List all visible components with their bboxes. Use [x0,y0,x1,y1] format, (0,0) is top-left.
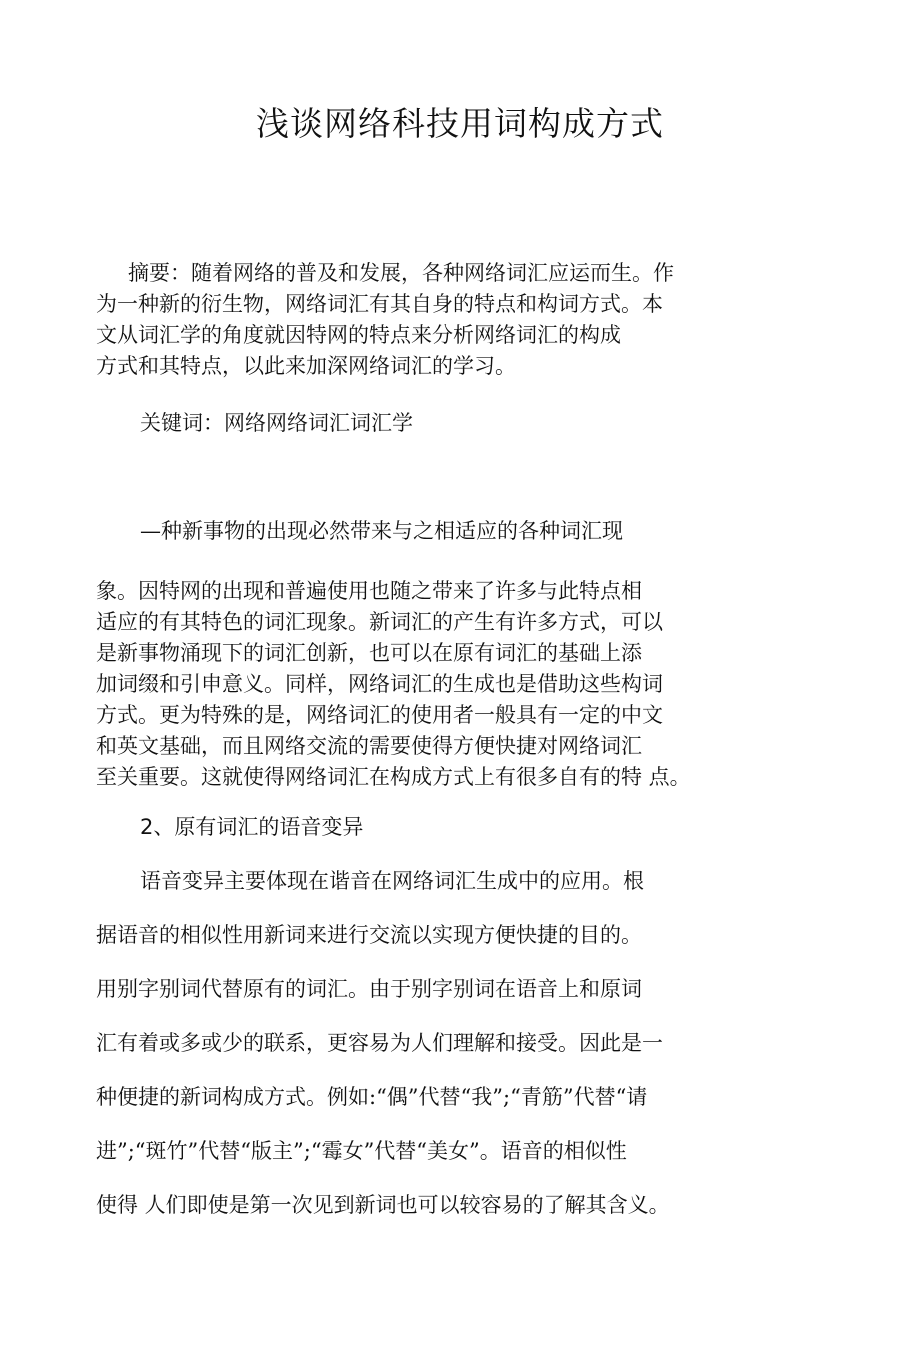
intro-line-1: —种新事物的出现必然带来与之相适应的各种词汇现 [140,519,623,543]
section-heading-text: 、原有词汇的语音变异 [153,815,364,839]
intro-line-5: 加词缀和引申意义。同样，网络词汇的生成也是借助这些构词 [96,672,663,696]
intro-line-6: 方式。更为特殊的是，网络词汇的使用者一般具有一定的中文 [96,703,663,727]
phonetic-line-1: 语音变异主要体现在谐音在网络词汇生成中的应用。根 [140,869,644,893]
intro-line-8: 至关重要。这就使得网络词汇在构成方式上有很多自有的特 点。 [96,765,691,789]
phonetic-line-5: 种便捷的新词构成方式。例如:“偶”代替“我”;“青筋”代替“请 [96,1085,648,1109]
document-title: 浅谈网络科技用词构成方式 [256,104,664,143]
intro-line-2: 象。因特网的出现和普遍使用也随之带来了许多与此特点相 [96,579,642,603]
keywords-line: 关键词：网络网络词汇词汇学 [140,411,413,435]
phonetic-line-3: 用别字别词代替原有的词汇。由于别字别词在语音上和原词 [96,977,642,1001]
phonetic-line-4: 汇有着或多或少的联系，更容易为人们理解和接受。因此是一 [96,1031,663,1055]
phonetic-line-6: 进”;“斑竹”代替“版主”;“霉女”代替“美女”。语音的相似性 [96,1139,627,1163]
intro-line-7: 和英文基础，而且网络交流的需要使得方便快捷对网络词汇 [96,734,642,758]
abstract-line-3: 文从词汇学的角度就因特网的特点来分析网络词汇的构成 [96,323,621,347]
intro-line-4: 是新事物涌现下的词汇创新，也可以在原有词汇的基础上添 [96,641,642,665]
section-number: 2 [140,815,154,839]
intro-line-3: 适应的有其特色的词汇现象。新词汇的产生有许多方式，可以 [96,610,663,634]
abstract-line-2: 为一种新的衍生物，网络词汇有其自身的特点和构词方式。本 [96,292,663,316]
phonetic-line-7: 使得 人们即使是第一次见到新词也可以较容易的了解其含义。 [96,1193,670,1217]
section-heading [140,812,363,842]
abstract-line-1: 摘要：随着网络的普及和发展，各种网络词汇应运而生。作 [128,261,674,285]
abstract-line-4: 方式和其特点，以此来加深网络词汇的学习。 [96,354,516,378]
phonetic-line-2: 据语音的相似性用新词来进行交流以实现方便快捷的目的。 [96,923,642,947]
